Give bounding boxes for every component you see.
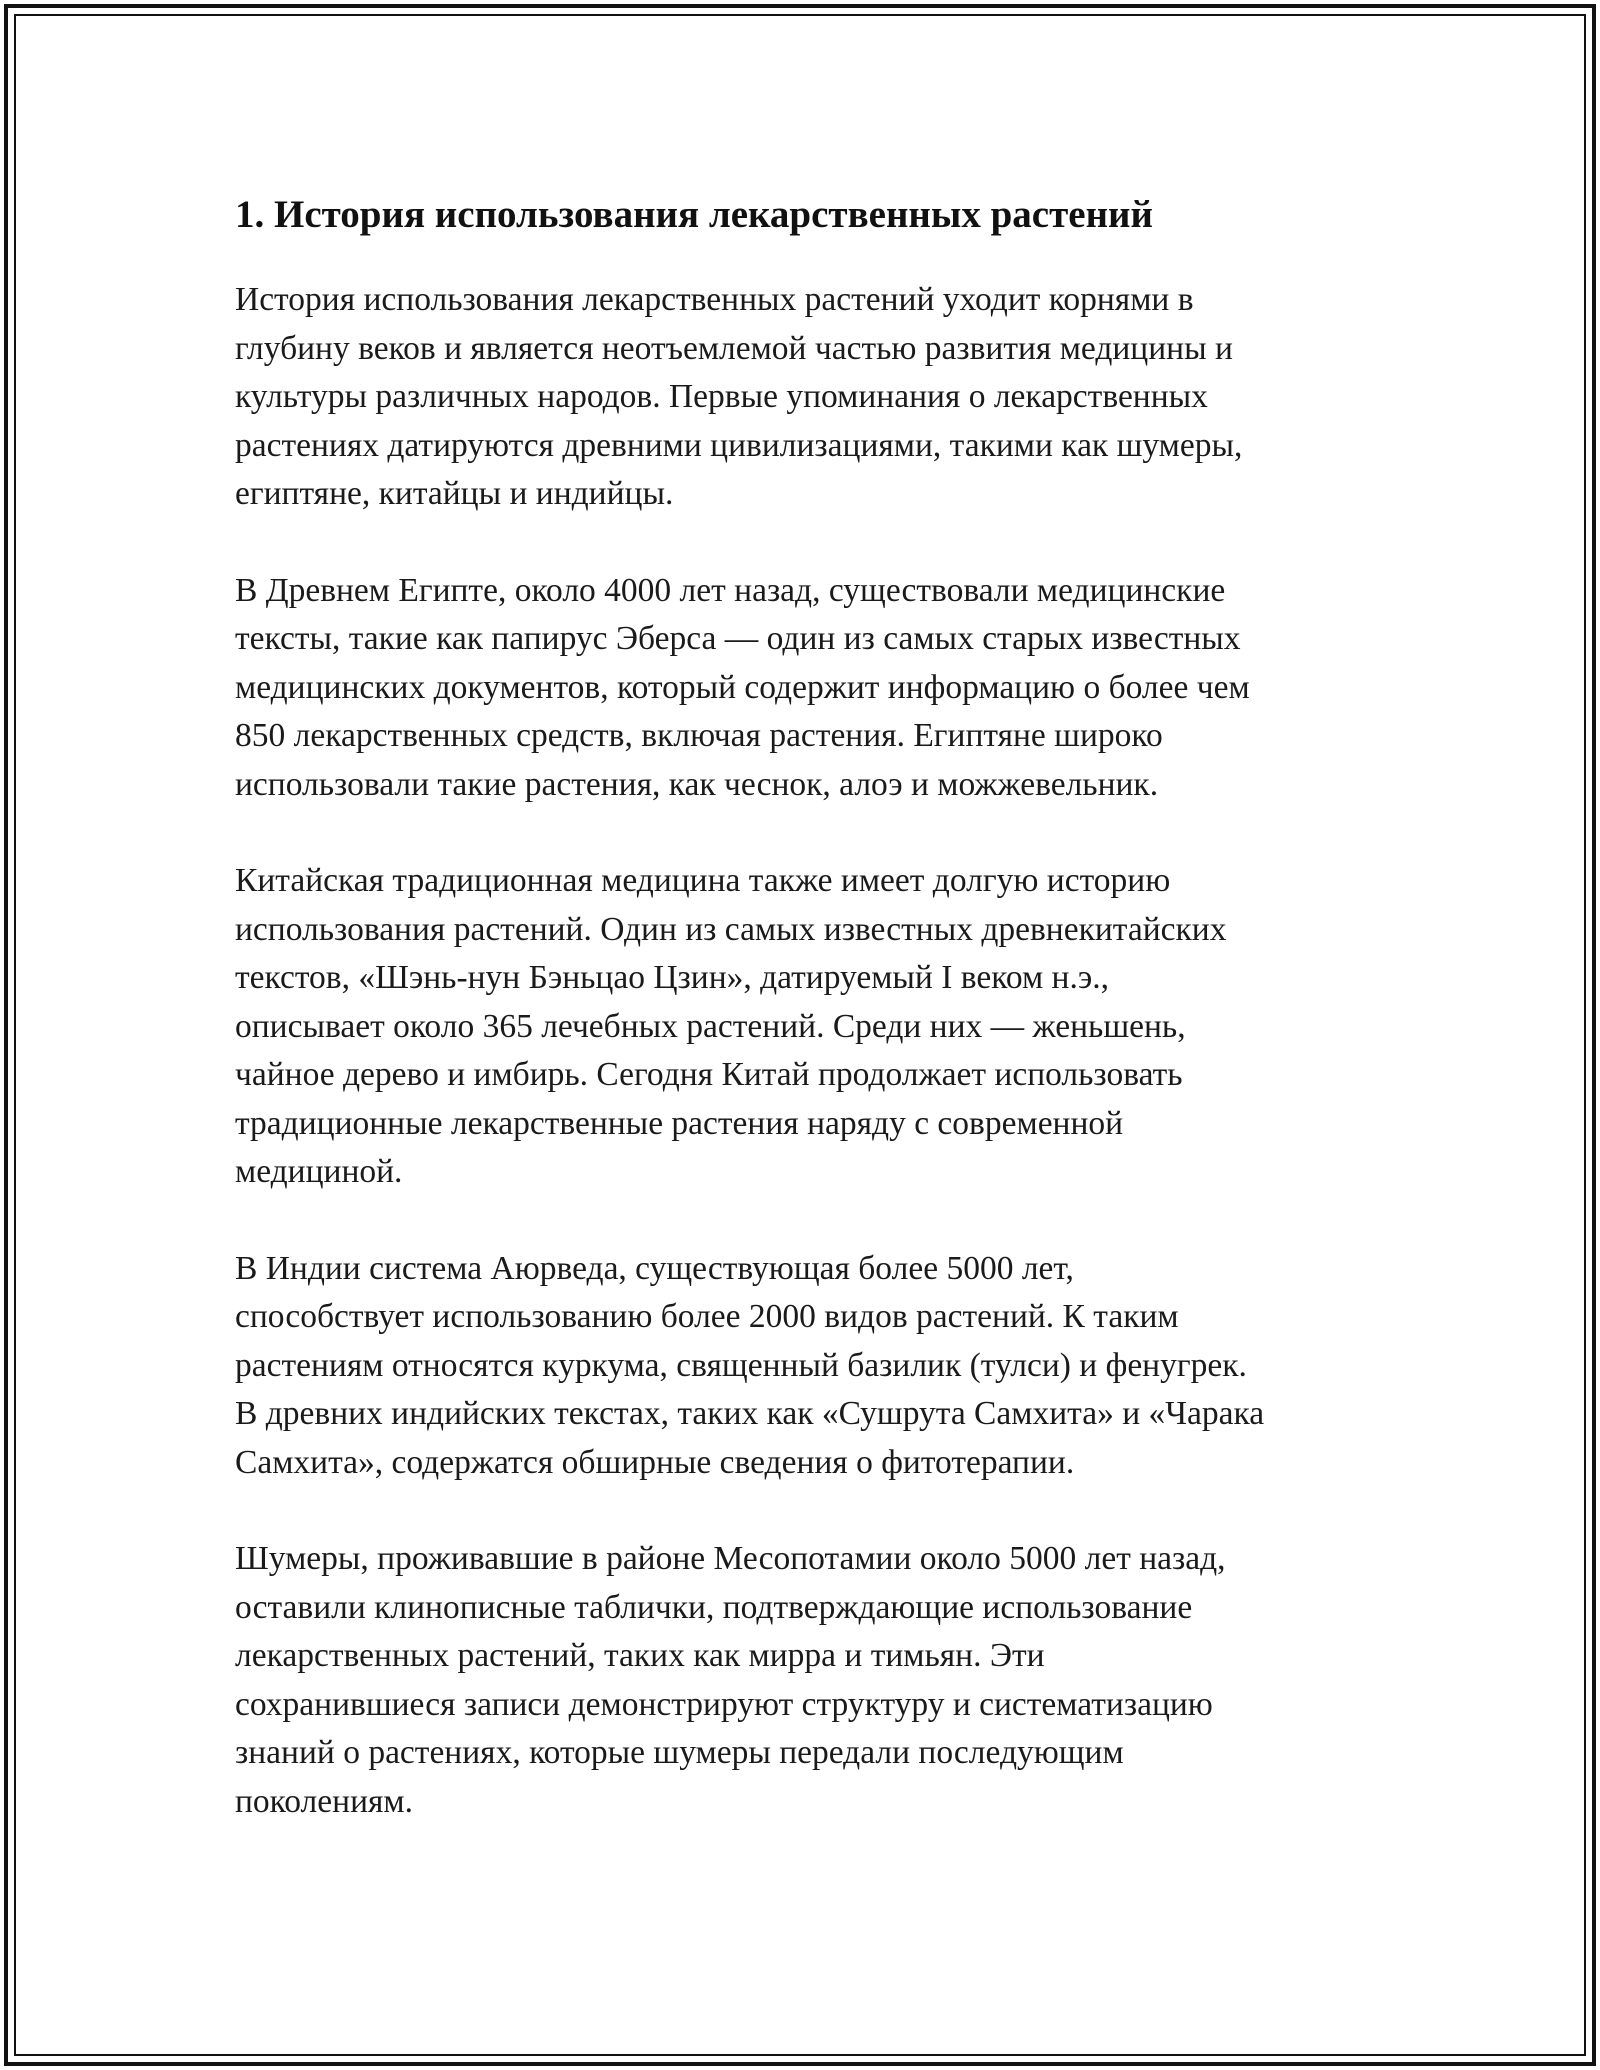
- text-line: В Индии система Аюрведа, существующая более 5000 лет,: [235, 1249, 1074, 1287]
- text-line: лекарственных растений, таких как мирра и тимьян. Эти: [235, 1637, 1045, 1674]
- paragraph-intro: [235, 276, 1395, 519]
- text-line: В Древнем Египте, около 4000 лет назад, существовали медицинские: [235, 571, 1226, 609]
- paragraph-china: [235, 857, 1395, 1197]
- paragraph-india: [235, 1245, 1395, 1488]
- document-body: [235, 186, 1395, 1874]
- text-line: способствует использованию более 2000 видов растений. К таким: [235, 1298, 1179, 1335]
- text-line: История использования лекарственных растений уходит корнями в: [235, 281, 1194, 318]
- text-line: Китайская традиционная медицина также имеет долгую историю: [235, 862, 1171, 899]
- text-line: описывает около 365 лечебных растений. Среди них — женьшень,: [235, 1007, 1186, 1045]
- paragraph-egypt: [235, 567, 1395, 810]
- text-line: растениям относятся куркума, священный базилик (тулси) и фенугрек.: [235, 1346, 1247, 1384]
- text-line: 850 лекарственных средств, включая растения. Египтяне широко: [235, 717, 1163, 754]
- text-line: использования растений. Один из самых известных древнекитайских: [235, 910, 1227, 948]
- text-line: использовали такие растения, как чеснок, алоэ и можжевельник.: [235, 765, 1159, 803]
- paragraph-sumer: [235, 1535, 1395, 1826]
- text-line: глубину веков и является неотъемлемой частью развития медицины и: [235, 329, 1233, 367]
- text-line: медицинских документов, который содержит информацию о более чем: [235, 668, 1250, 706]
- text-line: чайное дерево и имбирь. Сегодня Китай продолжает использовать: [235, 1056, 1183, 1093]
- text-line: растениях датируются древними цивилизациями, такими как шумеры,: [235, 426, 1243, 464]
- text-line: египтяне, китайцы и индийцы.: [235, 475, 674, 512]
- text-line: поколениям.: [235, 1782, 413, 1820]
- text-line: тексты, такие как папирус Эберса — один из самых старых известных: [235, 620, 1241, 657]
- text-line: оставили клинописные таблички, подтверждающие использование: [235, 1588, 1193, 1626]
- text-line: сохранившиеся записи демонстрируют структуру и систематизацию: [235, 1685, 1213, 1723]
- text-line: знаний о растениях, которые шумеры передали последующим: [235, 1734, 1124, 1771]
- text-line: В древних индийских текстах, таких как «Сушрута Самхита» и «Чарака: [235, 1395, 1265, 1432]
- text-line: текстов, «Шэнь-нун Бэньцао Цзин», датируемый I веком н.э.,: [235, 959, 1109, 996]
- text-line: медициной.: [235, 1153, 403, 1190]
- text-line: традиционные лекарственные растения наряду с современной: [235, 1104, 1124, 1142]
- text-line: Шумеры, проживавшие в районе Месопотамии около 5000 лет назад,: [235, 1540, 1226, 1577]
- text-line: Самхита», содержатся обширные сведения о фитотерапии.: [235, 1443, 1075, 1481]
- text-line: культуры различных народов. Первые упоминания о лекарственных: [235, 378, 1208, 415]
- section-heading: 1. История использования лекарственных растений: [235, 193, 1153, 236]
